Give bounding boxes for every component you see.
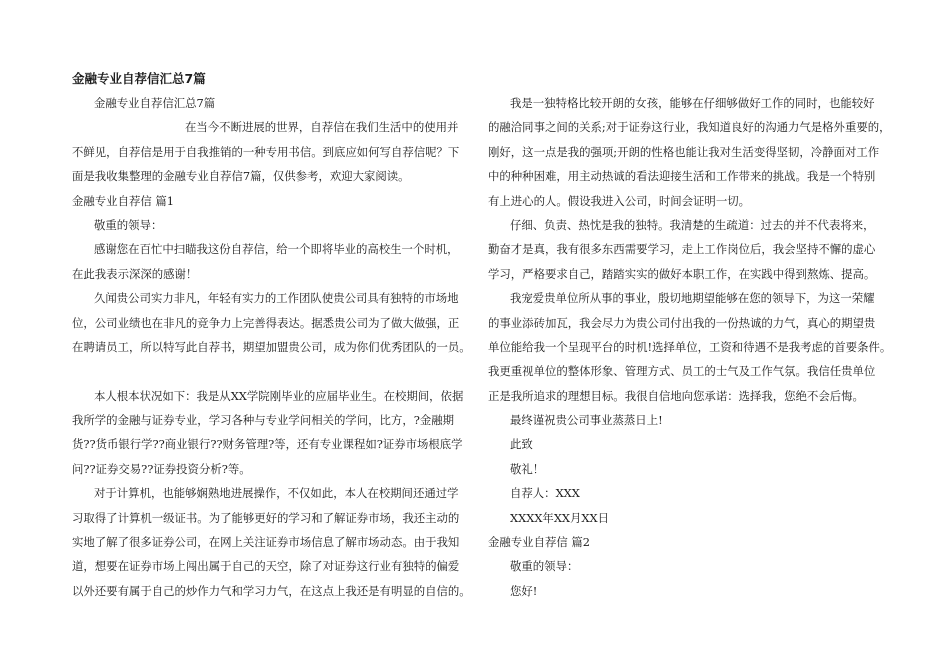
right-column-line: 仔细、负责、热忱是我的独特。我清楚的生疏道：过去的并不代表将来，	[510, 217, 875, 232]
right-column-line: XXXX年XX月XX日	[510, 510, 610, 525]
right-column-line: 金融专业自荐信 篇2	[488, 535, 590, 550]
right-column-line: 的事业添砖加瓦，我会尽力为贵公司付出我的一份热诚的力气，真心的期望贵	[488, 315, 876, 330]
right-column	[488, 93, 892, 605]
left-column-line: 不鲜见，自荐信是用于自我推销的一种专用书信。到底应如何写自荐信呢？下	[72, 144, 460, 159]
right-column-line: 此致	[510, 437, 533, 452]
left-column-line: 习取得了计算机一级证书。为了能够更好的学习和了解证券市场，我还主动的	[72, 510, 460, 525]
document-title: 金融专业自荐信汇总7篇	[72, 71, 206, 86]
left-column-line: 货??货币银行学??商业银行??财务管理?等，还有专业课程如?证券市场根底学	[72, 437, 463, 452]
right-column-line: 敬礼！	[510, 461, 545, 476]
left-column-line: 金融专业自荐信汇总7篇	[94, 96, 216, 110]
left-column	[72, 93, 471, 605]
left-column-line: 面是我收集整理的金融专业自荐信7篇，仅供参考，欢迎大家阅读。	[72, 169, 410, 184]
right-column-line: 正是我所追求的理想目标。我很自信地向您承诺：选择我，您绝不会后悔。	[488, 388, 864, 403]
right-column-line: 敬重的领导：	[510, 559, 579, 574]
left-column-line: 以外还要有属于自己的炒作力气和学习力气，在这点上我还是有明显的自信的。	[72, 583, 471, 598]
left-column-line: 道，想要在证券市场上闯出属于自己的天空，除了对证券这行业有独特的偏爱	[72, 559, 460, 574]
right-column-line: 勤奋才是真，我有很多东西需要学习，走上工作岗位后，我会坚持不懈的虚心	[488, 242, 876, 257]
left-column-line: 金融专业自荐信 篇1	[72, 193, 174, 208]
right-column-line: 我更重视单位的整体形象、管理方式、员工的士气及工作气氛。我信任贵单位	[488, 364, 876, 379]
right-column-line: 刚好，这一点是我的强项;开朗的性格也能让我对生活变得坚韧，冷静面对工作	[488, 144, 880, 159]
left-column-line: 对于计算机，也能够娴熟地进展操作，不仅如此，本人在校期间还通过学	[94, 486, 459, 501]
right-column-line: 单位能给我一个呈现平台的时机!选择单位，工资和待遇不是我考虑的首要条件。	[488, 339, 892, 354]
right-column-line: 您好!	[510, 583, 538, 598]
right-column-line: 我宠爱贵单位所从事的事业，殷切地期望能够在您的领导下，为这一荣耀	[510, 291, 875, 306]
left-column-line: 久闻贵公司实力非凡，年轻有实力的工作团队使贵公司具有独特的市场地	[94, 291, 459, 306]
right-column-line: 最终谨祝贵公司事业蒸蒸日上!	[510, 413, 663, 428]
left-column-line: 实地了解了很多证券公司，在网上关注证券市场信息了解市场动态。由于我知	[72, 535, 460, 550]
right-column-line: 中的种种困难，用主动热诚的看法迎接生活和工作带来的挑战。我是一个特别	[488, 169, 876, 184]
left-column-line: 问??证券交易??证券投资分析?等。	[72, 461, 251, 476]
left-column-line: 在聘请员工，所以特写此自荐书，期望加盟贵公司，成为你们优秀团队的一员。	[72, 339, 471, 354]
right-column-line: 有上进心的人。假设我进入公司，时间会证明一切。	[488, 193, 750, 208]
right-column-line: 的融洽同事之间的关系;对于证券这行业，我知道良好的沟通力气是格外重要的，	[488, 120, 891, 135]
left-column-line: 敬重的领导：	[94, 217, 163, 232]
left-column-spacer	[72, 361, 462, 385]
left-column-line: 本人根本状况如下：我是从XX学院刚毕业的应届毕业生。在校期间，依据	[94, 388, 464, 403]
left-column-line: 我所学的金融与证券专业，学习各种与专业学问相关的学问，比方，?金融期	[72, 413, 454, 428]
left-column-line: 在此我表示深深的感谢！	[72, 266, 198, 281]
left-column-line: 在当今不断进展的世界，自荐信在我们生活中的使用并	[185, 120, 459, 135]
left-column-line: 感谢您在百忙中扫瞄我这份自荐信，给一个即将毕业的高校生一个时机，	[94, 242, 459, 257]
right-column-line: 学习，严格要求自己，踏踏实实的做好本职工作，在实践中得到熬炼、提高。	[488, 266, 876, 281]
right-column-line: 自荐人：XXX	[510, 486, 580, 501]
left-column-line: 位，公司业绩也在非凡的竞争力上完善得表达。据悉贵公司为了做大做强，正	[72, 315, 460, 330]
right-column-line: 我是一独特格比较开朗的女孩，能够在仔细够做好工作的同时，也能较好	[510, 96, 875, 110]
